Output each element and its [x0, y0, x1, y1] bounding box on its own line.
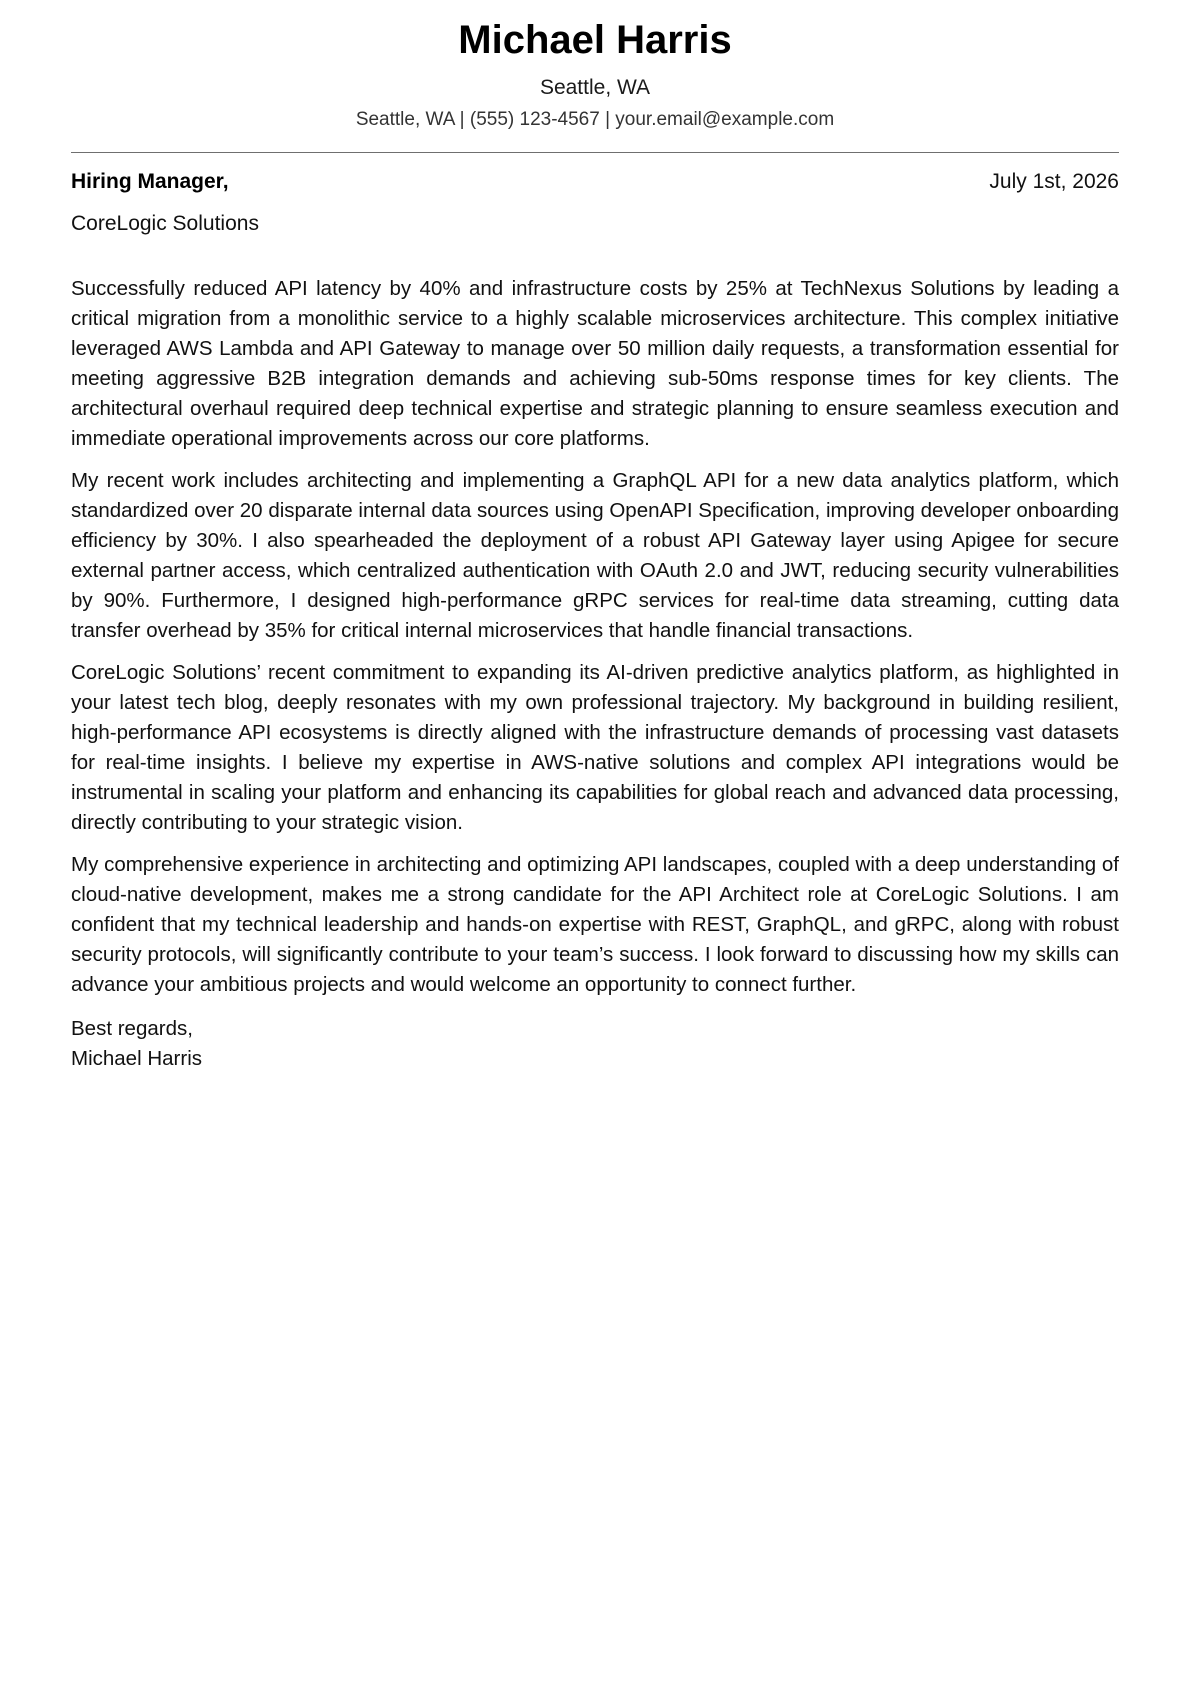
letter-closing	[71, 1014, 1119, 1074]
recipient-salutation: Hiring Manager,	[71, 170, 229, 193]
closing-phrase: Best regards,	[71, 1017, 193, 1040]
contact-line: Seattle, WA | (555) 123-4567 | your.email@example.com	[355, 109, 835, 130]
letter-date: July 1st, 2026	[989, 170, 1119, 193]
letter-body	[71, 274, 1119, 1000]
signature-name: Michael Harris	[71, 1047, 202, 1070]
letter-header	[71, 0, 1119, 133]
recipient-company: CoreLogic Solutions	[71, 212, 259, 235]
body-paragraph: My recent work includes architecting and implementing a GraphQL API for a new data analytics platform, which standardized over 20 disparate internal data sources using OpenAPI Specification, improving developer onboarding efficiency by 30%. I also spearheaded the deployment of a robust API Gateway layer using Apigee for secure external partner access, which centralized authentication with OAuth 2.0 and JWT, reducing security vulnerabilities by 90%. Furthermore, I designed high-performance gRPC services for real-time data streaming, cutting data transfer overhead by 35% for critical internal microservices that handle financial transactions.	[71, 469, 1119, 642]
applicant-name: Michael Harris	[458, 18, 732, 62]
body-paragraph: Successfully reduced API latency by 40% and infrastructure costs by 25% at TechNexus Solutions by leading a critical migration from a monolithic service to a highly scalable microservices architecture. This complex initiative leveraged AWS Lambda and API Gateway to manage over 50 million daily requests, a transformation essential for meeting aggressive B2B integration demands and achieving sub-50ms response times for key clients. The architectural overhaul required deep technical expertise and strategic planning to ensure seamless execution and immediate operational improvements across our core platforms.	[71, 277, 1119, 450]
body-paragraph: CoreLogic Solutions’ recent commitment to expanding its AI-driven predictive analytics platform, as highlighted in your latest tech blog, deeply resonates with my own professional trajectory. My background in building resilient, high-performance API ecosystems is directly aligned with the infrastructure demands of processing vast datasets for real-time insights. I believe my expertise in AWS-native solutions and complex API integrations would be instrumental in scaling your platform and enhancing its capabilities for global reach and advanced data processing, directly contributing to your strategic vision.	[71, 661, 1119, 834]
recipient-date-row	[71, 168, 1119, 196]
header-divider	[71, 152, 1119, 153]
applicant-location: Seattle, WA	[539, 76, 651, 99]
body-paragraph: My comprehensive experience in architecting and optimizing API landscapes, coupled with a deep understanding of cloud-native development, makes me a strong candidate for the API Architect role at CoreLogic Solutions. I am confident that my technical leadership and hands-on expertise with REST, GraphQL, and gRPC, along with robust security protocols, will significantly contribute to your team’s success. I look forward to discussing how my skills can advance your ambitious projects and would welcome an opportunity to connect further.	[71, 853, 1119, 996]
